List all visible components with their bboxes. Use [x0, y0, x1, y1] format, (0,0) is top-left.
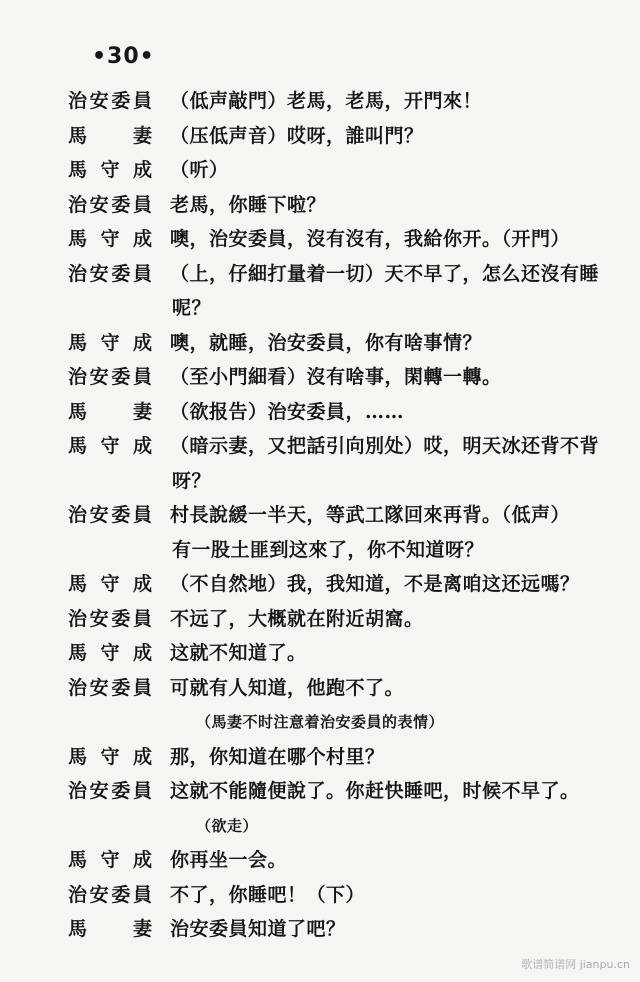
- dialogue-text: （至小門細看）沒有啥事，閑轉一轉。: [170, 366, 502, 388]
- stage-direction: [0, 811, 640, 846]
- dialogue-line: [0, 431, 640, 466]
- speaker-name: 治安委員: [68, 676, 152, 699]
- dialogue-line: [0, 638, 640, 673]
- speaker-name: 馬守成: [68, 159, 152, 181]
- speaker-name: 治安委員: [68, 607, 152, 630]
- dialogue-line: [0, 673, 640, 708]
- dialogue-text: 村長說緩一半天，等武工隊回來再背。（低声）: [170, 504, 571, 526]
- script-body: [0, 86, 640, 949]
- dialogue-text: （上，仔細打量着一切）天不早了，怎么还沒有睡: [170, 262, 600, 285]
- dialogue-text: 噢，治安委員，沒有沒有，我給你开。（开門）: [170, 228, 571, 250]
- dialogue-line: [0, 155, 640, 190]
- dialogue-text: 呀？: [172, 469, 212, 492]
- speaker-name: 馬 妻: [68, 124, 152, 147]
- dialogue-line: [0, 500, 640, 535]
- speaker-name: 治安委員: [68, 883, 152, 906]
- stage-direction-text: （馬妻不时注意着治安委員的表情）: [196, 713, 445, 731]
- speaker-name: 治安委員: [68, 90, 152, 112]
- dialogue-text: 噢，就睡，治安委員，你有啥事情？: [170, 331, 483, 354]
- dialogue-text: （欲报告）治安委員，……: [170, 400, 405, 423]
- dialogue-text: 这就不能隨便說了。你赶快睡吧，时候不早了。: [170, 780, 580, 802]
- dialogue-text: 你再坐一会。: [170, 849, 288, 871]
- dialogue-line: [0, 86, 640, 121]
- speaker-name: 馬守成: [68, 745, 152, 768]
- dialogue-text: 有一股土匪到这來了，你不知道呀？: [172, 538, 485, 561]
- dialogue-line: [0, 397, 640, 432]
- speaker-name: 馬守成: [68, 642, 152, 664]
- speaker-name: 馬守成: [68, 435, 152, 457]
- dialogue-line: [0, 259, 640, 294]
- dialogue-line: [0, 121, 640, 156]
- dialogue-line: [0, 190, 640, 225]
- dialogue-text: （低声敲門）老馬，老馬，开門來！: [170, 90, 483, 112]
- dialogue-line: [0, 224, 640, 259]
- speaker-name: 馬 妻: [68, 918, 152, 940]
- speaker-name: 治安委員: [68, 366, 152, 388]
- dialogue-text: 治安委員知道了吧？: [170, 918, 346, 940]
- speaker-name: 馬 妻: [68, 400, 152, 423]
- dialogue-text: （听）: [170, 159, 229, 181]
- dialogue-text: 那，你知道在哪个村里？: [170, 745, 385, 768]
- dialogue-text: 不了，你睡吧！（下）: [170, 883, 366, 906]
- speaker-name: 治安委員: [68, 193, 152, 216]
- dialogue-text: 老馬，你睡下啦？: [170, 193, 327, 216]
- page-number: •30•: [92, 44, 155, 69]
- dialogue-continuation: [0, 466, 640, 501]
- speaker-name: 馬守成: [68, 849, 152, 871]
- speaker-name: 治安委員: [68, 504, 152, 526]
- dialogue-text: （压低声音）哎呀，誰叫門？: [170, 124, 424, 147]
- dialogue-text: 可就有人知道，他跑不了。: [170, 676, 405, 699]
- dialogue-line: [0, 569, 640, 604]
- dialogue-text: 呢？: [172, 297, 212, 319]
- dialogue-line: [0, 328, 640, 363]
- dialogue-continuation: [0, 293, 640, 328]
- dialogue-line: [0, 845, 640, 880]
- dialogue-line: [0, 880, 640, 915]
- speaker-name: 馬守成: [68, 228, 152, 250]
- speaker-name: 馬守成: [68, 331, 152, 354]
- speaker-name: 治安委員: [68, 780, 152, 802]
- stage-direction: [0, 707, 640, 742]
- site-watermark: 歌谱简谱网 jianpu.cn: [521, 958, 630, 971]
- dialogue-text: 不远了，大概就在附近胡窩。: [170, 607, 424, 630]
- dialogue-line: [0, 604, 640, 639]
- speaker-name: 治安委員: [68, 262, 152, 285]
- dialogue-text: （暗示妻，又把話引向別处）哎，明天冰还背不背: [170, 435, 600, 457]
- dialogue-line: [0, 914, 640, 949]
- dialogue-text: 这就不知道了。: [170, 642, 307, 664]
- stage-direction-text: （欲走）: [196, 816, 259, 835]
- dialogue-line: [0, 362, 640, 397]
- dialogue-text: （不自然地）我，我知道，不是离咱这还远嗎？: [170, 573, 580, 595]
- dialogue-continuation: [0, 535, 640, 570]
- dialogue-line: [0, 742, 640, 777]
- dialogue-line: [0, 776, 640, 811]
- speaker-name: 馬守成: [68, 573, 152, 595]
